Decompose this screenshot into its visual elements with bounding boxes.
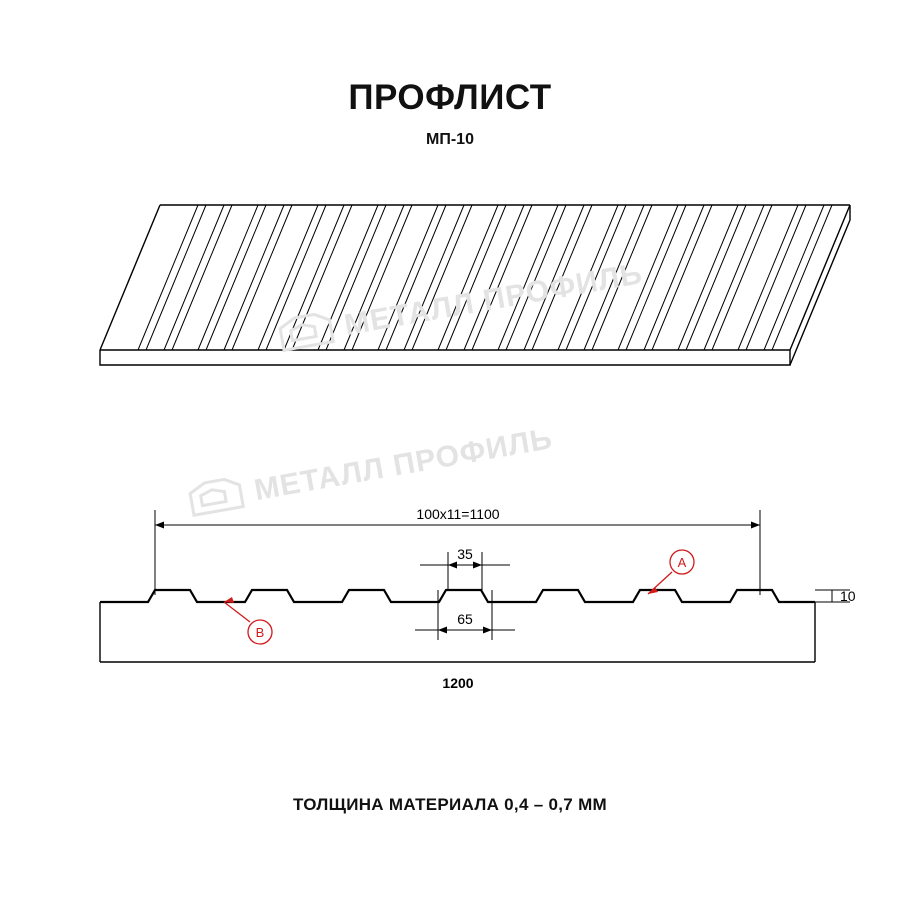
callout-b [224,597,272,644]
cross-section-view [60,440,856,720]
callout-a [648,550,694,594]
watermark-text: МЕТАЛЛ ПРОФИЛЬ [341,257,646,343]
dimension-rib-base: 65 [457,611,473,627]
model-label: МП-10 [426,131,474,148]
page-title: ПРОФЛИСТ [348,78,552,117]
material-thickness-note: ТОЛЩИНА МАТЕРИАЛА 0,4 – 0,7 ММ [292,795,607,814]
isometric-view [60,175,850,395]
callout-a-label: A [677,555,687,570]
dimension-rib-top: 35 [457,546,473,562]
watermark-text: МЕТАЛЛ ПРОФИЛЬ [251,422,556,508]
dimension-pitch-total: 100x11=1100 [416,506,500,522]
dimension-height: 10 [840,588,856,604]
callout-b-label: B [255,625,265,640]
dimension-overall-width: 1200 [442,675,474,691]
